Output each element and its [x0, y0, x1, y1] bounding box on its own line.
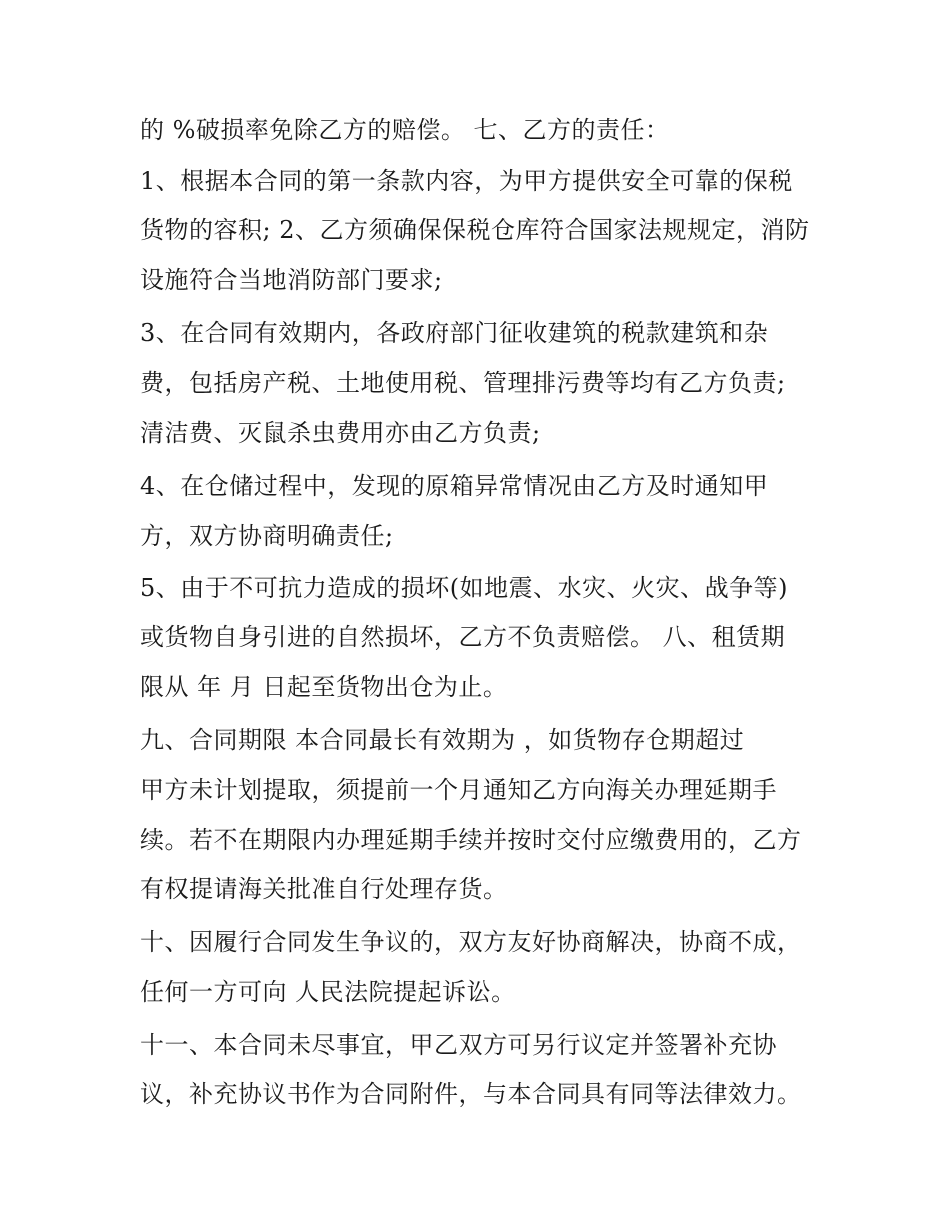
text-line: 费，包括房产税、土地使用税、管理排污费等均有乙方负责;	[140, 369, 786, 397]
text-line: 续。若不在期限内办理延期手续并按时交付应缴费用的，乙方	[140, 826, 802, 854]
text-line: 的 %破损率免除乙方的赔偿。 七、乙方的责任：	[140, 116, 670, 144]
text-line: 方，双方协商明确责任;	[140, 522, 394, 550]
text-line: 限从 年 月 日起至货物出仓为止。	[140, 673, 508, 701]
text-line: 3、在合同有效期内，各政府部门征收建筑的税款建筑和杂	[140, 319, 769, 347]
text-line: 清洁费、灭鼠杀虫费用亦由乙方负责;	[140, 419, 541, 447]
text-line: 有权提请海关批准自行处理存货。	[140, 875, 508, 903]
text-line: 十一、本合同未尽事宜，甲乙双方可另行议定并签署补充协	[140, 1031, 777, 1059]
text-line: 议，补充协议书作为合同附件，与本合同具有同等法律效力。	[140, 1080, 802, 1108]
text-line: 1、根据本合同的第一条款内容，为甲方提供安全可靠的保税	[140, 167, 793, 195]
text-line: 十、因履行合同发生争议的，双方友好协商解决，协商不成，	[140, 928, 802, 956]
text-line: 5、由于不可抗力造成的损坏(如地震、水灾、火灾、战争等)	[140, 574, 788, 602]
text-line: 甲方未计划提取，须提前一个月通知乙方向海关办理延期手	[140, 776, 777, 804]
text-line: 九、合同期限 本合同最长有效期为 ，如货物存仓期超过	[140, 726, 745, 754]
text-line: 或货物自身引进的自然损坏，乙方不负责赔偿。 八、租赁期	[140, 623, 786, 651]
text-line: 4、在仓储过程中，发现的原箱异常情况由乙方及时通知甲	[140, 472, 769, 500]
text-line: 任何一方可向 人民法院提起诉讼。	[140, 978, 516, 1006]
text-line: 货物的容积; 2、乙方须确保保税仓库符合国家法规规定，消防	[140, 216, 810, 244]
text-line: 设施符合当地消防部门要求;	[140, 266, 443, 294]
